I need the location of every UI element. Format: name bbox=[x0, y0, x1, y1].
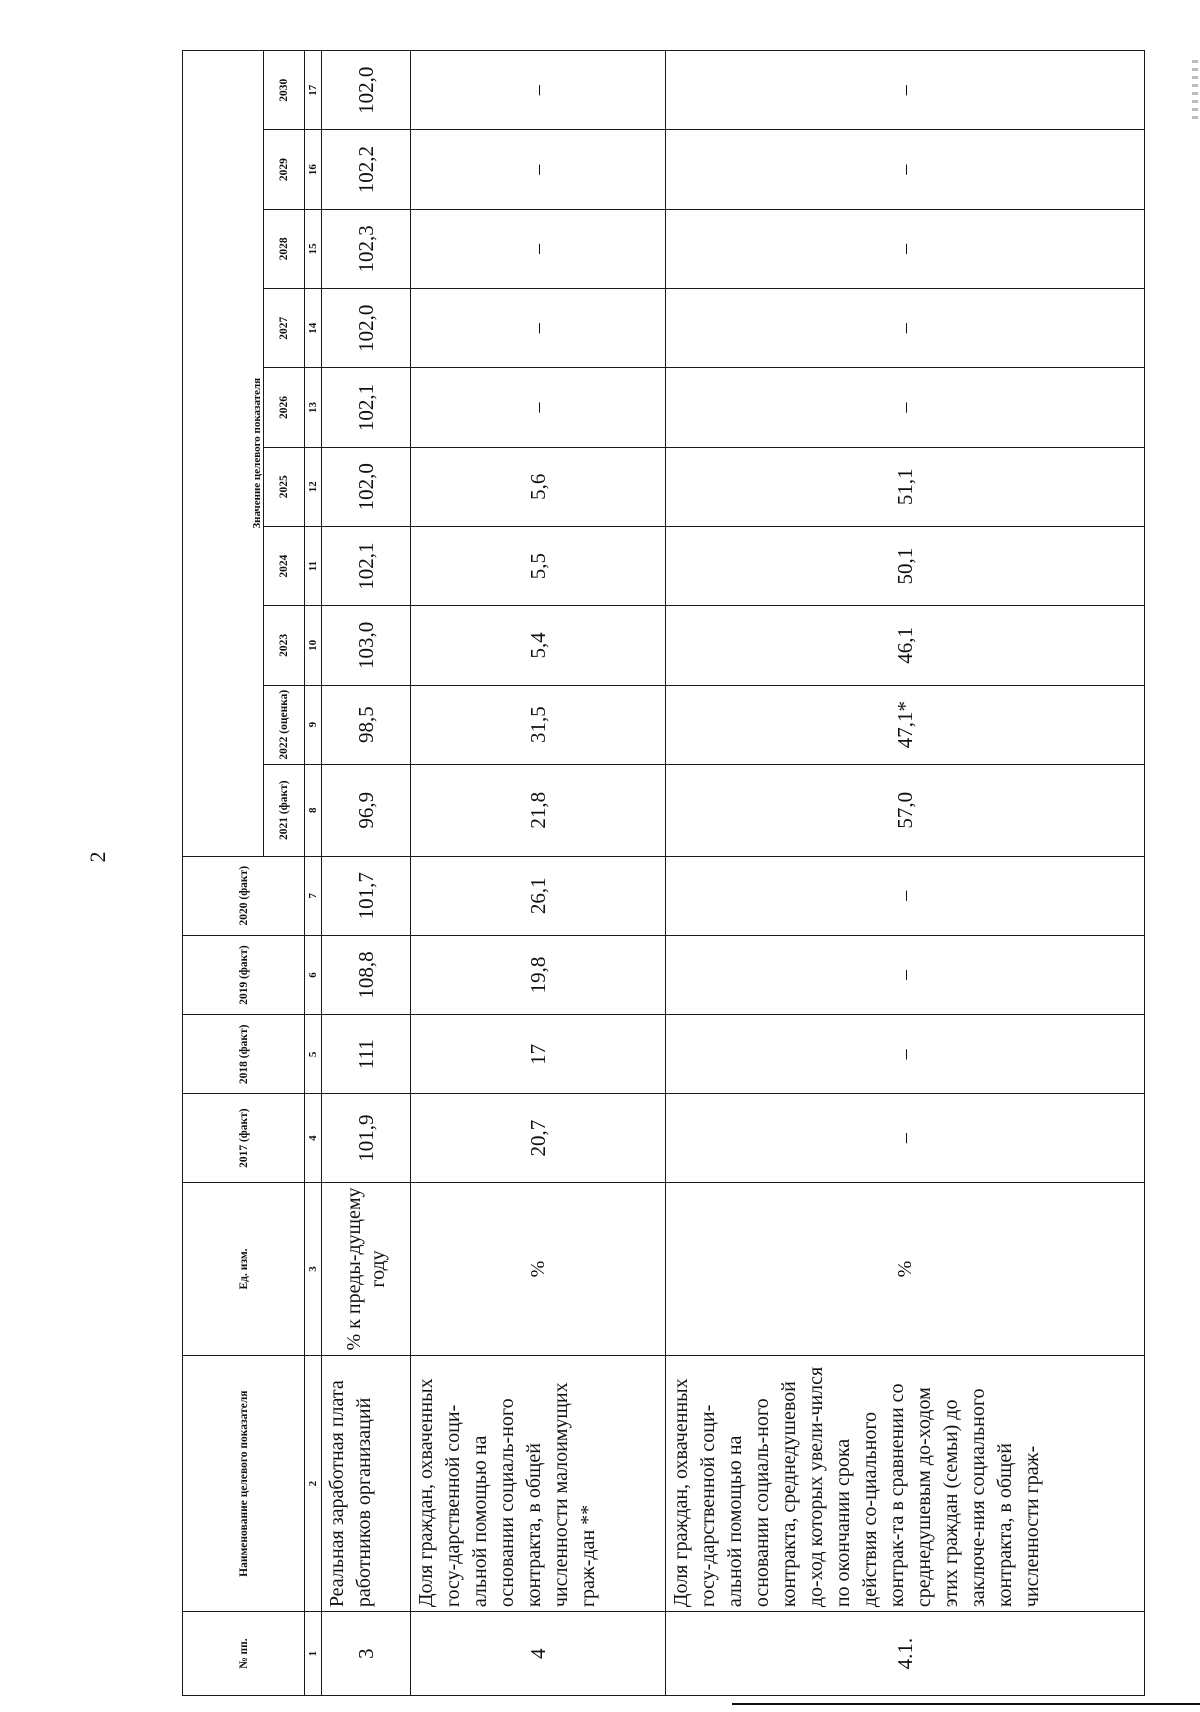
column-numbers-row bbox=[305, 51, 322, 1696]
value-cell: 101,9 bbox=[322, 1094, 411, 1182]
table-row bbox=[666, 51, 1145, 1696]
header-2017: 2017 (факт) bbox=[183, 1094, 305, 1182]
value-cell: – bbox=[411, 289, 666, 368]
value-cell: 102,2 bbox=[322, 130, 411, 209]
col-number: 9 bbox=[305, 685, 322, 764]
value-cell: 46,1 bbox=[666, 606, 1145, 685]
value-cell: 96,9 bbox=[322, 764, 411, 856]
value-cell: 102,0 bbox=[322, 51, 411, 130]
value-cell: 102,1 bbox=[322, 368, 411, 447]
header-no: № пп. bbox=[183, 1612, 305, 1696]
col-number: 15 bbox=[305, 209, 322, 288]
col-number: 11 bbox=[305, 526, 322, 605]
value-cell: 103,0 bbox=[322, 606, 411, 685]
indicator-unit: % bbox=[666, 1182, 1145, 1355]
value-cell: 102,1 bbox=[322, 526, 411, 605]
value-cell: 5,5 bbox=[411, 526, 666, 605]
value-cell: 5,6 bbox=[411, 447, 666, 526]
row-number: 3 bbox=[322, 1612, 411, 1696]
header-2028: 2028 bbox=[264, 209, 305, 288]
value-cell: – bbox=[666, 856, 1145, 935]
col-number: 14 bbox=[305, 289, 322, 368]
value-cell: 102,0 bbox=[322, 289, 411, 368]
header-2025: 2025 bbox=[264, 447, 305, 526]
header-2020: 2020 (факт) bbox=[183, 856, 305, 935]
value-cell: – bbox=[666, 1015, 1145, 1094]
value-cell: – bbox=[666, 51, 1145, 130]
value-cell: 19,8 bbox=[411, 935, 666, 1014]
header-2019: 2019 (факт) bbox=[183, 935, 305, 1014]
value-cell: – bbox=[411, 209, 666, 288]
header-2023: 2023 bbox=[264, 606, 305, 685]
value-cell: – bbox=[666, 209, 1145, 288]
value-cell: 31,5 bbox=[411, 685, 666, 764]
header-2021: 2021 (факт) bbox=[264, 764, 305, 856]
indicator-name: Доля граждан, охваченных госу-дарственной соци-альной помощью на основании социаль-ного контракта, в общей численности малоимущих граж-дан ** bbox=[411, 1356, 666, 1612]
value-cell: 108,8 bbox=[322, 935, 411, 1014]
value-cell: 57,0 bbox=[666, 764, 1145, 856]
value-cell: 5,4 bbox=[411, 606, 666, 685]
value-cell: 21,8 bbox=[411, 764, 666, 856]
header-2024: 2024 bbox=[264, 526, 305, 605]
col-number: 13 bbox=[305, 368, 322, 447]
value-cell: – bbox=[411, 51, 666, 130]
value-cell: 50,1 bbox=[666, 526, 1145, 605]
col-number: 6 bbox=[305, 935, 322, 1014]
header-2027: 2027 bbox=[264, 289, 305, 368]
value-cell: 111 bbox=[322, 1015, 411, 1094]
bottom-edge-line bbox=[732, 1703, 1200, 1705]
value-cell: 101,7 bbox=[322, 856, 411, 935]
value-cell: – bbox=[666, 368, 1145, 447]
value-cell: – bbox=[666, 289, 1145, 368]
value-cell: 20,7 bbox=[411, 1094, 666, 1182]
value-cell: 47,1* bbox=[666, 685, 1145, 764]
page-number: 2 bbox=[85, 851, 110, 863]
header-2030: 2030 bbox=[264, 51, 305, 130]
col-number: 16 bbox=[305, 130, 322, 209]
indicator-unit: % к преды-дущему году bbox=[322, 1182, 411, 1355]
indicator-name: Реальная заработная плата работников организаций bbox=[322, 1356, 411, 1612]
value-cell: 102,3 bbox=[322, 209, 411, 288]
header-name: Наименование целевого показателя bbox=[183, 1356, 305, 1612]
header-2022: 2022 (оценка) bbox=[264, 685, 305, 764]
value-cell: 26,1 bbox=[411, 856, 666, 935]
indicators-table bbox=[182, 50, 1145, 1696]
indicator-unit: % bbox=[411, 1182, 666, 1355]
col-number: 12 bbox=[305, 447, 322, 526]
table-row bbox=[322, 51, 411, 1696]
col-number: 8 bbox=[305, 764, 322, 856]
value-cell: – bbox=[666, 1094, 1145, 1182]
value-cell: – bbox=[666, 935, 1145, 1014]
value-cell: – bbox=[411, 368, 666, 447]
row-number: 4.1. bbox=[666, 1612, 1145, 1696]
col-number: 10 bbox=[305, 606, 322, 685]
header-2026: 2026 bbox=[264, 368, 305, 447]
header-unit: Ед. изм. bbox=[183, 1182, 305, 1355]
value-cell: 102,0 bbox=[322, 447, 411, 526]
value-cell: 98,5 bbox=[322, 685, 411, 764]
header-group: Значение целевого показателя bbox=[183, 51, 264, 857]
indicator-name: Доля граждан, охваченных госу-дарственной соци-альной помощью на основании социаль-ного контракта, среднедушевой до-ход которых увели-чился по окончании срока действия со-циального контрак-та в сравнении со среднедушевым до-ходом этих граждан (семьи) до заключе-ния социального контракта, в общей численности граж- bbox=[666, 1356, 1145, 1612]
col-number: 5 bbox=[305, 1015, 322, 1094]
value-cell: 17 bbox=[411, 1015, 666, 1094]
col-number: 2 bbox=[305, 1356, 322, 1612]
col-number: 3 bbox=[305, 1182, 322, 1355]
col-number: 17 bbox=[305, 51, 322, 130]
value-cell: – bbox=[666, 130, 1145, 209]
header-2029: 2029 bbox=[264, 130, 305, 209]
col-number: 4 bbox=[305, 1094, 322, 1182]
table-row bbox=[411, 51, 666, 1696]
col-number: 7 bbox=[305, 856, 322, 935]
row-number: 4 bbox=[411, 1612, 666, 1696]
table-wrapper bbox=[182, 50, 1094, 1696]
rotated-table-area bbox=[182, 50, 1094, 1696]
header-2018: 2018 (факт) bbox=[183, 1015, 305, 1094]
value-cell: – bbox=[411, 130, 666, 209]
scan-edge-mark bbox=[1192, 60, 1198, 120]
value-cell: 51,1 bbox=[666, 447, 1145, 526]
col-number: 1 bbox=[305, 1612, 322, 1696]
